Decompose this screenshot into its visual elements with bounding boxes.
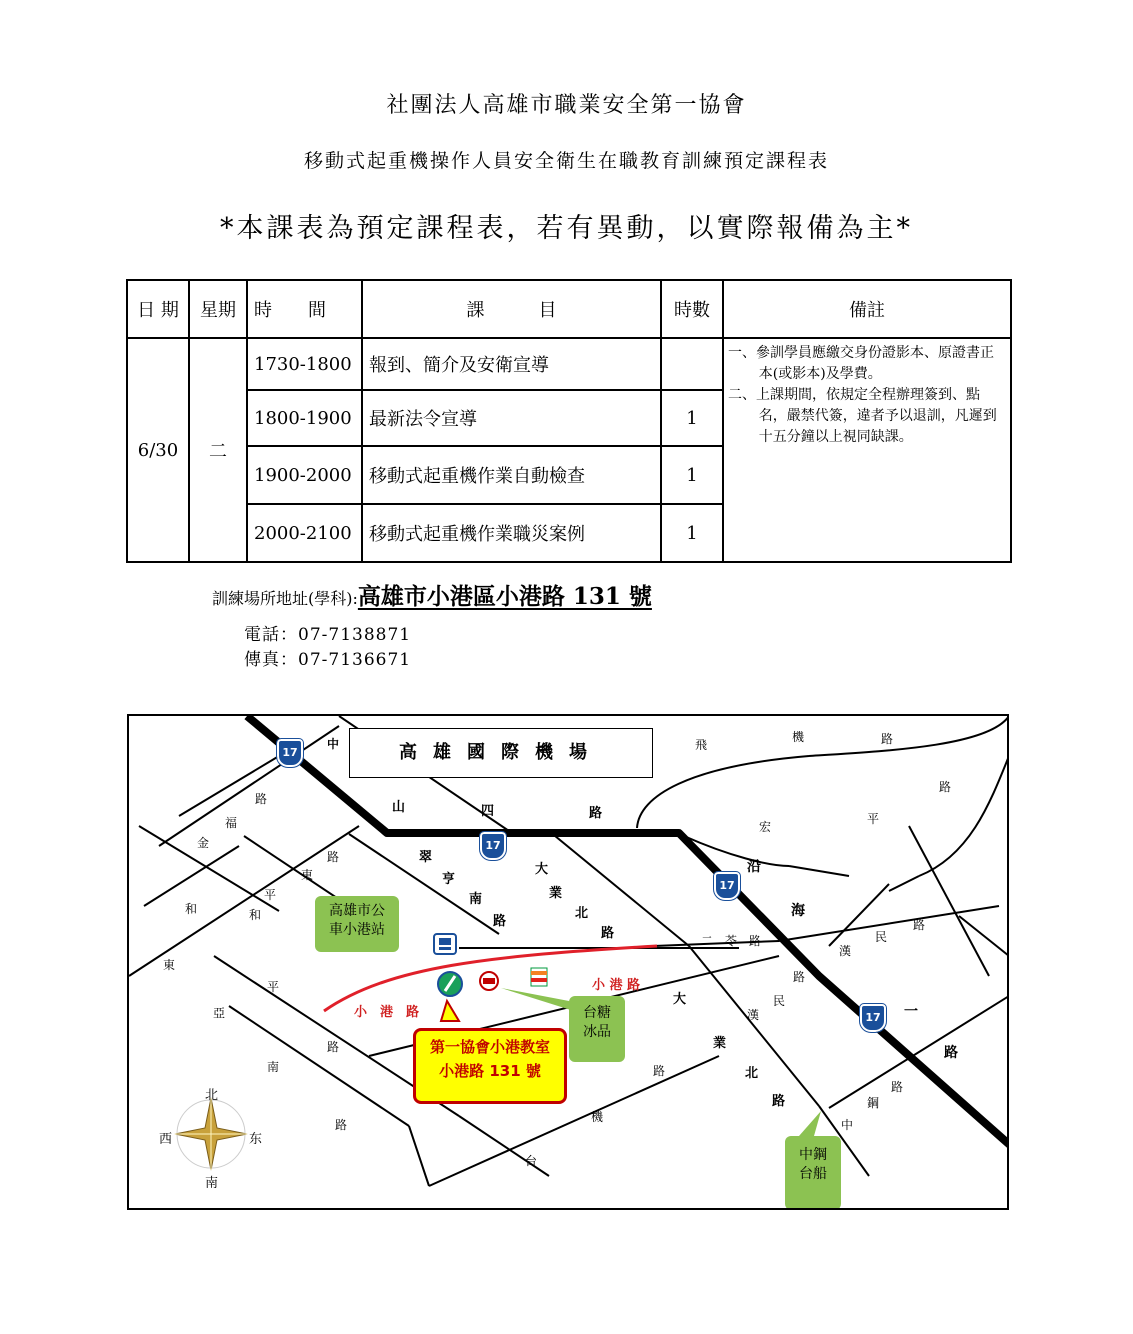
bus-stop-label: 高雄市公 車小港站 <box>329 903 385 938</box>
road-label: 中 <box>327 737 340 751</box>
xiaogang-road-label: 小 港 路 <box>592 978 641 993</box>
road-label: 中 <box>841 1118 854 1132</box>
compass-west: 西 <box>159 1132 173 1147</box>
road-label: 亞 <box>213 1006 226 1020</box>
road-label: 路 <box>653 1064 666 1078</box>
school-logo-icon <box>438 972 462 996</box>
road-label: 路 <box>793 970 806 984</box>
road-label: 民 <box>875 930 888 944</box>
course-title: 移動式起重機操作人員安全衛生在職教育訓練預定課程表 <box>303 150 829 172</box>
seven-eleven-icon <box>531 968 547 986</box>
address-value: 高雄市小港區小港路 131 號 <box>357 583 652 610</box>
school-label: 第一協會小港教室 小港路 131 號 <box>429 1038 550 1080</box>
road-label: 平 <box>264 888 277 902</box>
xiaogang-road-label: 小 港 路 <box>354 1005 420 1020</box>
road-label: 大 <box>535 862 549 877</box>
header-time: 時 間 <box>247 280 362 338</box>
fax-number: 傳真：07-7136671 <box>244 650 412 670</box>
road-label: 亨 <box>442 872 456 887</box>
header-date: 日 期 <box>127 280 189 338</box>
location-map <box>127 714 1009 1210</box>
road-label: 路 <box>944 1045 958 1061</box>
hours-cell: 1 <box>661 504 723 562</box>
address-label: 訓練場所地址(學科): <box>212 589 358 608</box>
taisugar-label: 台糖 冰品 <box>583 1005 611 1040</box>
subject-cell: 最新法令宣導 <box>362 390 661 446</box>
road-label: 和 <box>185 902 198 916</box>
road-label: 平 <box>267 980 280 994</box>
taisugar-callout <box>569 996 625 1062</box>
header-remark: 備註 <box>723 280 1011 338</box>
school-callout <box>413 1028 567 1104</box>
hours-cell: 1 <box>661 446 723 504</box>
subject-cell: 移動式起重機作業自動檢查 <box>362 446 661 504</box>
time-cell: 1900-2000 <box>247 446 362 504</box>
road-label: 南 <box>267 1060 280 1074</box>
highway-17-icon: 17 <box>714 872 740 900</box>
road-label: 大 <box>673 992 687 1007</box>
road-label: 路 <box>327 850 340 864</box>
address-line <box>212 578 682 611</box>
compass-east: 东 <box>249 1132 263 1147</box>
road-label: 四 <box>481 804 495 819</box>
hours-cell: 1 <box>661 390 723 446</box>
highway-17-icon: 17 <box>860 1004 886 1032</box>
header-subject: 課 目 <box>362 280 661 338</box>
road-label: 東 <box>301 868 314 882</box>
date-cell: 6/30 <box>127 338 189 562</box>
highway-17-icon: 17 <box>277 739 303 767</box>
compass-icon <box>175 1098 247 1170</box>
road-label: 北 <box>575 906 589 921</box>
time-cell: 1730-1800 <box>247 338 362 390</box>
table-row <box>127 338 1011 390</box>
weekday-cell: 二 <box>189 338 247 562</box>
road-label: 路 <box>939 780 952 794</box>
road-label: 宏 <box>759 820 772 834</box>
road-label: 平 <box>867 812 880 826</box>
road-label: 路 <box>913 918 926 932</box>
road-label: 山 <box>392 800 406 815</box>
airport-label: 高雄國際機場 <box>349 728 653 778</box>
road-label: 路 <box>589 806 603 821</box>
notice-title: *本課表為預定課程表，若有異動，以實際報備為主* <box>220 213 913 244</box>
road-label: 台 <box>525 1154 538 1168</box>
road-label: 鋼 <box>867 1096 880 1110</box>
remark-cell <box>723 338 1011 562</box>
road-label: 路 <box>255 792 268 806</box>
road-label: 路 <box>601 926 615 941</box>
table-header-row <box>127 280 1011 338</box>
remark-item: 一、參訓學員應繳交身份證影本、原證書正本(或影本)及學費。 <box>728 345 994 382</box>
compass-south: 南 <box>205 1176 219 1191</box>
road-label: 路 <box>327 1040 340 1054</box>
header-hours: 時數 <box>661 280 723 338</box>
road-label: 路 <box>749 934 762 948</box>
bus-stop-callout <box>315 896 399 952</box>
csc-label: 中鋼 台船 <box>799 1147 827 1182</box>
road-label: 漢 <box>839 944 852 958</box>
csc-callout <box>785 1136 841 1210</box>
org-title: 社團法人高雄市職業安全第一協會 <box>386 93 747 118</box>
road-label: 民 <box>773 994 786 1008</box>
road-label: 機 <box>591 1110 604 1124</box>
compass-north: 北 <box>205 1088 219 1103</box>
schedule-table <box>126 279 1012 563</box>
bus-icon <box>434 934 456 954</box>
road-label: 路 <box>881 732 894 746</box>
road-label: 東 <box>163 958 176 972</box>
hours-cell <box>661 338 723 390</box>
subject-cell: 移動式起重機作業職災案例 <box>362 504 661 562</box>
road-label: 漢 <box>747 1008 760 1022</box>
road-label: 業 <box>549 886 563 901</box>
time-cell: 2000-2100 <box>247 504 362 562</box>
road-label: 二 <box>701 934 714 948</box>
road-label: 一 <box>904 1004 918 1020</box>
road-label: 金 <box>197 836 210 850</box>
road-label: 南 <box>469 892 483 907</box>
road-label: 翠 <box>419 850 433 865</box>
taisugar-icon <box>480 972 498 990</box>
road-label: 路 <box>891 1080 904 1094</box>
road-label: 福 <box>225 816 238 830</box>
time-cell: 1800-1900 <box>247 390 362 446</box>
subject-cell: 報到、簡介及安衛宣導 <box>362 338 661 390</box>
highway-17-icon: 17 <box>480 832 506 860</box>
road-label: 路 <box>772 1094 786 1109</box>
remark-item: 二、上課期間，依規定全程辦理簽到、點名，嚴禁代簽，違者予以退訓，凡遲到十五分鐘以上視同缺課。 <box>728 387 997 445</box>
road-label: 路 <box>493 914 507 929</box>
road-label: 業 <box>713 1036 727 1051</box>
road-label: 海 <box>791 903 805 919</box>
road-label: 沿 <box>747 859 761 875</box>
phone-number: 電話：07-7138871 <box>244 625 412 645</box>
header-weekday: 星期 <box>189 280 247 338</box>
road-label: 飛 <box>695 738 708 752</box>
road-label: 和 <box>249 908 262 922</box>
road-label: 北 <box>745 1066 759 1081</box>
road-label: 機 <box>792 730 805 744</box>
road-label: 路 <box>335 1118 348 1132</box>
road-label: 苓 <box>725 934 738 948</box>
